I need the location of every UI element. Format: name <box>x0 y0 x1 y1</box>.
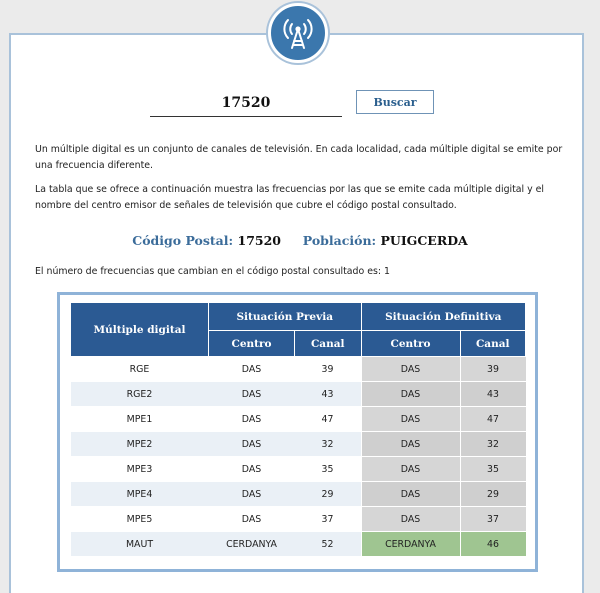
cell-final-center: CERDANYA <box>361 532 460 557</box>
cell-final-center: DAS <box>361 382 460 407</box>
antenna-signal-icon <box>268 3 328 63</box>
table-row <box>71 407 526 432</box>
search-form <box>150 90 440 118</box>
cell-previous-channel: 37 <box>295 507 362 532</box>
cell-previous-channel: 47 <box>295 407 362 432</box>
cell-multiple: MAUT <box>71 532 209 557</box>
cell-final-channel: 47 <box>460 407 526 432</box>
cell-previous-channel: 39 <box>295 357 362 382</box>
cell-previous-channel: 52 <box>295 532 362 557</box>
cell-previous-center: DAS <box>209 357 295 382</box>
header-previous: Situación Previa <box>209 303 362 331</box>
cell-previous-center: DAS <box>209 507 295 532</box>
cell-previous-center: CERDANYA <box>209 532 295 557</box>
cell-previous-channel: 43 <box>295 382 362 407</box>
frequency-table <box>70 302 526 557</box>
cell-final-center: DAS <box>361 457 460 482</box>
table-row <box>71 382 526 407</box>
cell-final-channel: 29 <box>460 482 526 507</box>
postal-code-value: 17520 <box>237 233 281 248</box>
header-multiple: Múltiple digital <box>71 303 209 357</box>
cell-final-channel: 46 <box>460 532 526 557</box>
cell-previous-channel: 29 <box>295 482 362 507</box>
cell-previous-center: DAS <box>209 432 295 457</box>
cell-final-channel: 37 <box>460 507 526 532</box>
frequency-change-note: El número de frecuencias que cambian en el código postal consultado es: 1 <box>35 266 390 277</box>
header-final-channel: Canal <box>460 331 526 357</box>
postal-code-input[interactable] <box>150 90 342 117</box>
table-row <box>71 432 526 457</box>
intro-paragraph-1: Un múltiple digital es un conjunto de canales de televisión. En cada localidad, cada múltiple digital se emite por una frecuencia diferente. <box>35 144 563 171</box>
cell-final-center: DAS <box>361 482 460 507</box>
cell-multiple: RGE <box>71 357 209 382</box>
table-row <box>71 482 526 507</box>
cell-previous-center: DAS <box>209 382 295 407</box>
cell-multiple: MPE3 <box>71 457 209 482</box>
postal-info <box>0 233 600 248</box>
cell-final-channel: 32 <box>460 432 526 457</box>
cell-multiple: MPE4 <box>71 482 209 507</box>
cell-multiple: MPE1 <box>71 407 209 432</box>
table-row <box>71 457 526 482</box>
cell-final-center: DAS <box>361 432 460 457</box>
search-button[interactable]: Buscar <box>356 90 434 114</box>
table-row <box>71 357 526 382</box>
cell-final-center: DAS <box>361 407 460 432</box>
cell-final-channel: 39 <box>460 357 526 382</box>
cell-final-channel: 35 <box>460 457 526 482</box>
cell-final-center: DAS <box>361 357 460 382</box>
cell-multiple: MPE5 <box>71 507 209 532</box>
population-value: PUIGCERDA <box>380 233 468 248</box>
cell-previous-channel: 32 <box>295 432 362 457</box>
header-final: Situación Definitiva <box>361 303 526 331</box>
cell-previous-center: DAS <box>209 457 295 482</box>
cell-multiple: MPE2 <box>71 432 209 457</box>
postal-code-label: Código Postal: <box>132 233 234 248</box>
cell-previous-center: DAS <box>209 407 295 432</box>
cell-final-channel: 43 <box>460 382 526 407</box>
frequency-table-frame <box>57 292 538 572</box>
table-row <box>71 507 526 532</box>
cell-multiple: RGE2 <box>71 382 209 407</box>
cell-previous-center: DAS <box>209 482 295 507</box>
header-final-center: Centro <box>361 331 460 357</box>
cell-previous-channel: 35 <box>295 457 362 482</box>
table-row-changed <box>71 532 526 557</box>
intro-paragraph-2: La tabla que se ofrece a continuación muestra las frecuencias por las que se emite cada múltiple digital y el nombre del centro emisor de señales de televisión que cubre el código postal consultado. <box>35 184 545 211</box>
header-previous-channel: Canal <box>295 331 362 357</box>
intro-text <box>35 142 565 222</box>
population-label: Población: <box>302 233 377 248</box>
header-previous-center: Centro <box>209 331 295 357</box>
cell-final-center: DAS <box>361 507 460 532</box>
